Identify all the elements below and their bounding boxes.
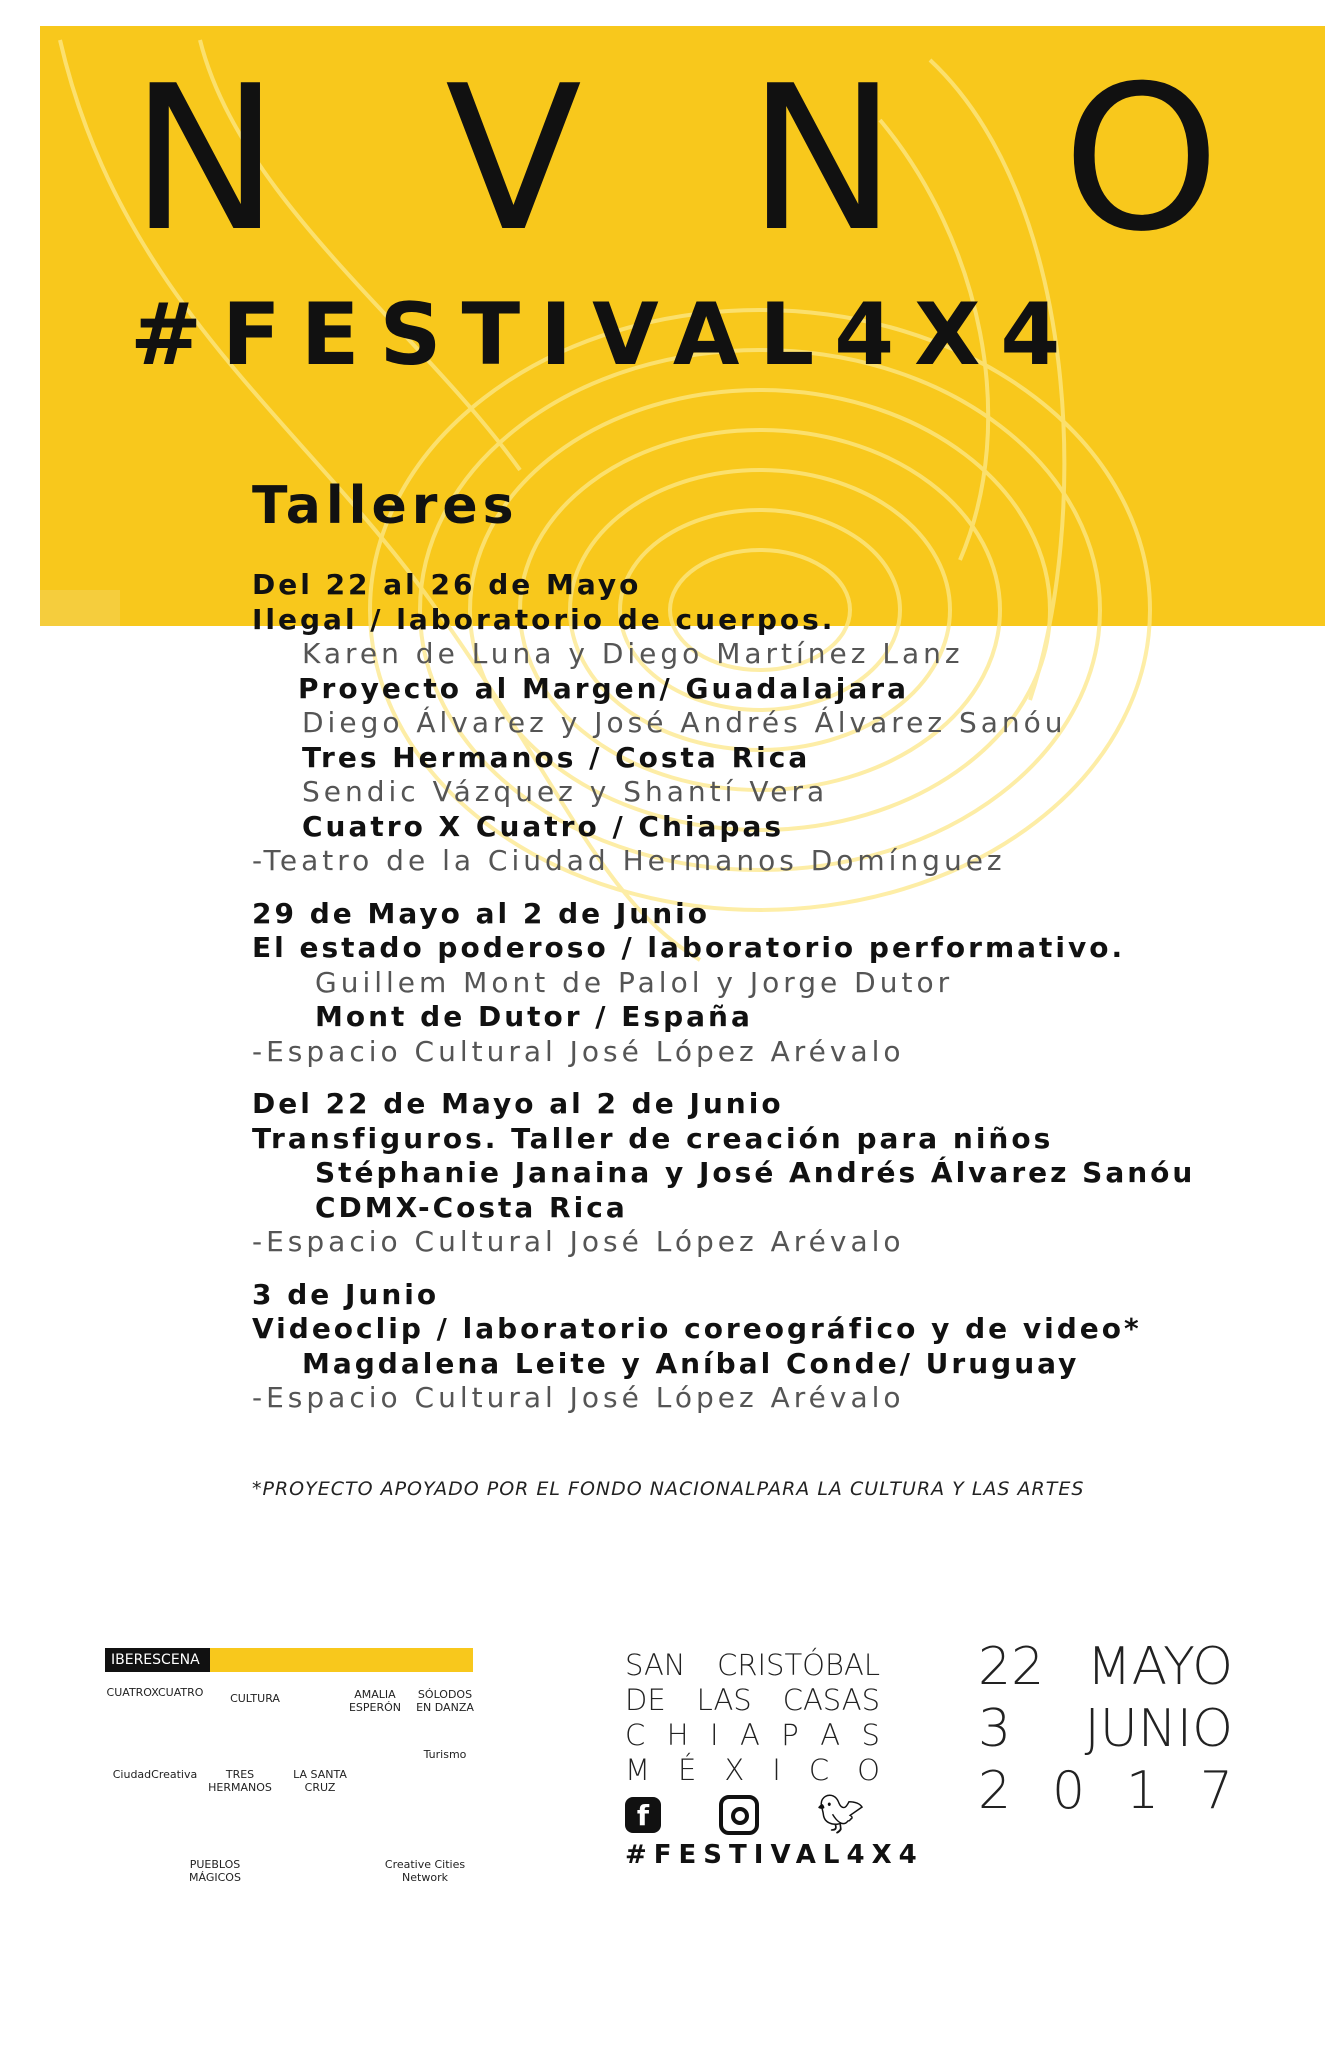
dates-block [978, 1636, 1233, 1822]
program-line: Diego Álvarez y José Andrés Álvarez Sanóu [302, 706, 1067, 739]
program-line-bold: Transfiguros. Taller de creación para niños [252, 1121, 1054, 1155]
location-line [625, 1648, 880, 1683]
title-letter: V [445, 43, 582, 276]
program-line-bold: 29 de Mayo al 2 de Junio [252, 896, 710, 930]
program-line: Sendic Vázquez y Shantí Vera [302, 775, 829, 808]
cultura-logo: CULTURA [230, 1692, 280, 1705]
word: CRISTÓBAL [717, 1648, 880, 1682]
word: 1 [1125, 1761, 1160, 1821]
word: A [820, 1718, 841, 1752]
program-line-bold: Stéphanie Janaina y José Andrés Álvarez Sanóu [315, 1156, 1196, 1189]
word: É [678, 1753, 697, 1787]
word: S [861, 1718, 880, 1752]
word: LAS [696, 1683, 752, 1717]
word: C [808, 1753, 830, 1787]
title-letter: N [130, 43, 280, 276]
tres-hermanos-logo: TRES HERMANOS [208, 1768, 272, 1794]
program-line-bold: Videoclip / laboratorio coreográfico y de video* [252, 1312, 1142, 1345]
ciudad-creativa-logo: CiudadCreativa [112, 1768, 198, 1781]
word: 22 [978, 1637, 1045, 1697]
word: SAN [625, 1648, 686, 1682]
amalia-esperon-logo: AMALIA ESPERÓN [348, 1688, 402, 1714]
location-block [625, 1648, 880, 1788]
section-heading: Talleres [252, 476, 519, 536]
location-line [625, 1718, 880, 1753]
program-line: -Espacio Cultural José López Arévalo [252, 1034, 905, 1068]
footer-hashtag: #FESTIVAL4X4 [625, 1840, 924, 1870]
program-line: -Teatro de la Ciudad Hermanos Domínguez [252, 844, 1006, 877]
date-line [978, 1636, 1233, 1698]
twitter-icon[interactable]: 🐦︎ [816, 1792, 865, 1836]
word: O [857, 1753, 880, 1787]
unesco-creative-cities-logo: Creative Cities Network [384, 1858, 466, 1884]
program-line: -Espacio Cultural José López Arévalo [252, 1381, 905, 1414]
word: 2 [978, 1761, 1012, 1821]
word: JUNIO [1084, 1699, 1233, 1759]
program-line-bold: Cuatro X Cuatro / Chiapas [302, 809, 784, 843]
word: A [739, 1718, 760, 1752]
program-line-bold: 3 de Junio [252, 1277, 440, 1311]
program-line-bold: Magdalena Leite y Aníbal Conde/ Uruguay [302, 1346, 1080, 1380]
program-line-bold: CDMX-Costa Rica [315, 1190, 628, 1224]
date-line [978, 1760, 1233, 1822]
turismo-logo: Turismo [423, 1748, 467, 1761]
workshop-program [252, 568, 1272, 1416]
program-line-bold: El estado poderoso / laboratorio performativo. [252, 931, 1126, 964]
instagram-icon[interactable] [719, 1795, 759, 1835]
sponsor-logos [105, 1648, 475, 1908]
word: DE [625, 1683, 666, 1717]
date-line [978, 1698, 1233, 1760]
social-icons [625, 1792, 865, 1837]
title-letter: O [1062, 43, 1220, 276]
word: I [709, 1718, 719, 1752]
word: 3 [978, 1699, 1012, 1759]
word: 0 [1051, 1761, 1086, 1821]
word: H [666, 1718, 689, 1752]
facebook-icon[interactable]: f [625, 1797, 661, 1833]
word: M [625, 1753, 651, 1787]
solodos-logo: SÓLODOS EN DANZA [416, 1688, 474, 1714]
word: I [772, 1753, 781, 1787]
program-line-bold: Del 22 de Mayo al 2 de Junio [252, 1087, 784, 1120]
word: 7 [1199, 1761, 1233, 1821]
program-line: Guillem Mont de Palol y Jorge Dutor [315, 965, 954, 999]
word: C [625, 1718, 646, 1752]
footnote: *PROYECTO APOYADO POR EL FONDO NACIONALPARA LA CULTURA Y LAS ARTES [252, 1478, 1085, 1500]
program-line-bold: Proyecto al Margen/ Guadalajara [298, 671, 909, 705]
cuatroxcuatro-logo: CUATROXCUATRO [106, 1686, 204, 1699]
program-line-bold: Tres Hermanos / Costa Rica [302, 740, 811, 774]
location-line [625, 1753, 880, 1788]
iberescena-logo: IBERESCENA [105, 1648, 210, 1672]
festival-hashtag: #FESTIVAL4X4 [130, 285, 1081, 385]
program-line-bold: Mont de Dutor / España [315, 1000, 753, 1033]
program-line-bold: Del 22 al 26 de Mayo [252, 568, 642, 601]
word: P [781, 1718, 799, 1752]
festival-title [130, 43, 1220, 276]
location-line [625, 1683, 880, 1718]
program-line: -Espacio Cultural José López Arévalo [252, 1225, 905, 1258]
program-line-bold: Ilegal / laboratorio de cuerpos. [252, 602, 836, 636]
word: X [724, 1753, 745, 1787]
pueblos-magicos-logo: PUEBLOS MÁGICOS [189, 1858, 241, 1884]
la-santa-cruz-logo: LA SANTA CRUZ [293, 1768, 347, 1794]
title-letter: N [747, 43, 898, 276]
program-line: Karen de Luna y Diego Martínez Lanz [302, 637, 964, 670]
word: MAYO [1086, 1637, 1233, 1697]
word: CASAS [782, 1683, 880, 1717]
